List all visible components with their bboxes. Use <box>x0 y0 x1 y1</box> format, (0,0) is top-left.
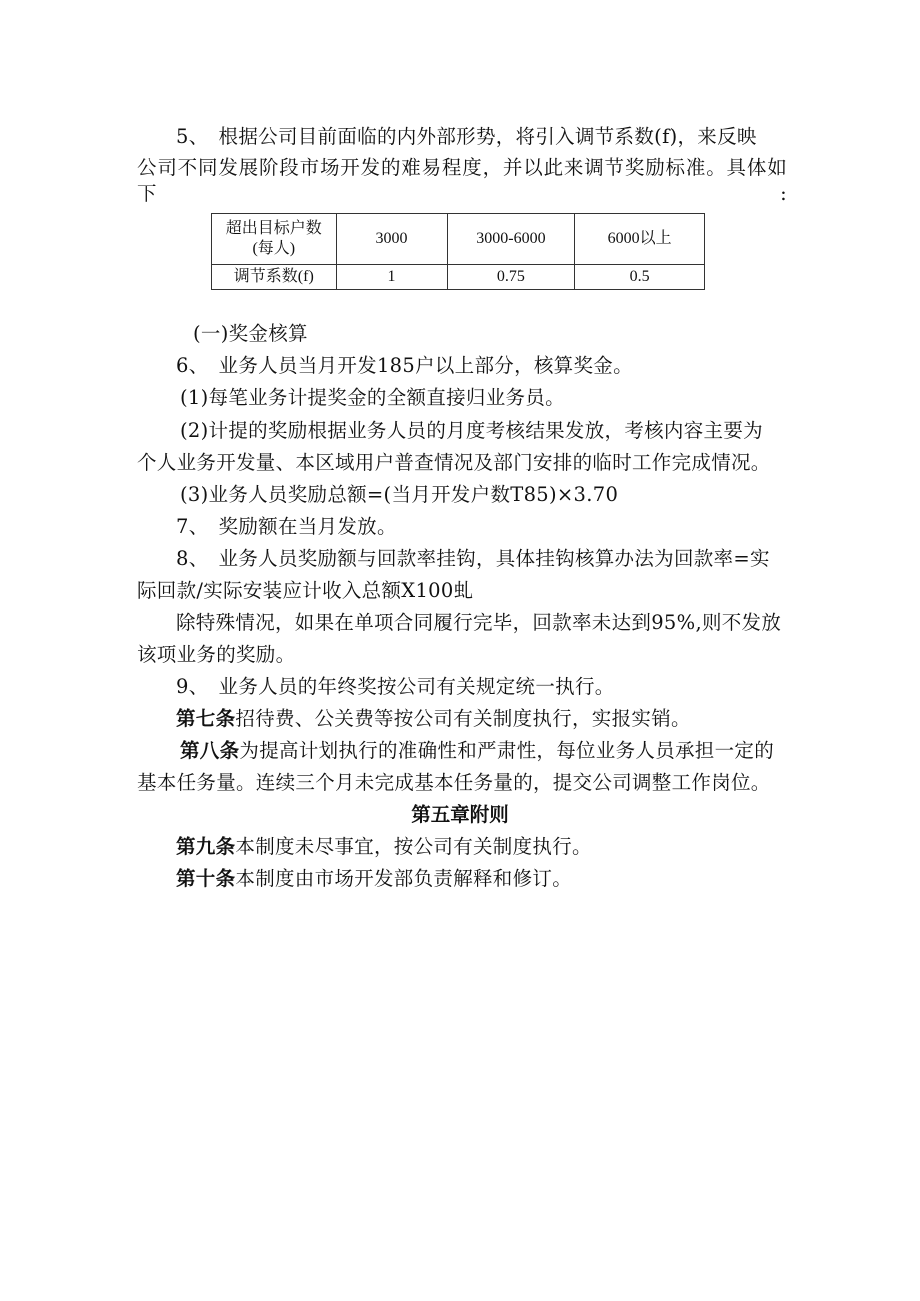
table-header-line-1: 超出目标户数 <box>225 220 322 237</box>
section-heading-bonus-accounting: (一)奖金核算 <box>193 322 308 345</box>
article-7 <box>176 706 691 732</box>
paragraph-8-line-2: 际回款/实际安装应计收入总额X100虬 <box>137 579 474 602</box>
table-cell: 0.75 <box>447 265 575 290</box>
chapter-5-heading: 第五章附则 <box>411 803 509 826</box>
paragraph-9: 9、 业务人员的年终奖按公司有关规定统一执行。 <box>176 675 615 698</box>
table-header-line-2: (每人) <box>252 240 296 257</box>
paragraph-5-line-1: 5、 根据公司目前面临的内外部形势，将引入调节系数(f)，来反映 <box>176 125 757 148</box>
table-row <box>212 214 705 265</box>
table-row <box>212 265 705 290</box>
paragraph-6-item-1: (1)每笔业务计提奖金的全额直接归业务员。 <box>180 386 565 409</box>
adjustment-coefficient-table <box>211 213 705 290</box>
table-cell: 3000 <box>336 214 447 265</box>
paragraph-6-item-2-line-2: 个人业务开发量、本区域用户普查情况及部门安排的临时工作完成情况。 <box>137 451 771 474</box>
table-cell: 1 <box>336 265 447 290</box>
paragraph-6-item-3: (3)业务人员奖励总额=(当月开发户数T85)×3.70 <box>180 483 619 506</box>
table-header-cell <box>212 214 337 265</box>
table-cell: 0.5 <box>575 265 705 290</box>
article-9-label: 第九条 <box>176 835 236 858</box>
article-10 <box>176 866 572 892</box>
article-10-text: 本制度由市场开发部负责解释和修订。 <box>235 867 573 890</box>
paragraph-6-item-2-line-1: (2)计提的奖励根据业务人员的月度考核结果发放，考核内容主要为 <box>180 419 763 442</box>
article-7-label: 第七条 <box>176 707 236 730</box>
article-8-text-1: 为提高计划执行的准确性和严肃性，每位业务人员承担一定的 <box>239 739 775 762</box>
table-cell: 3000-6000 <box>447 214 575 265</box>
paragraph-8-line-3: 除特殊情况，如果在单项合同履行完毕，回款率未达到95%,则不发放 <box>176 611 782 634</box>
article-10-label: 第十条 <box>176 867 236 890</box>
article-7-text: 招待费、公关费等按公司有关制度执行，实报实销。 <box>235 707 691 730</box>
article-9-text: 本制度未尽事宜，按公司有关制度执行。 <box>235 835 592 858</box>
paragraph-6: 6、 业务人员当月开发185户以上部分，核算奖金。 <box>176 354 633 377</box>
table-cell: 6000以上 <box>575 214 705 265</box>
article-8-line-1 <box>180 738 774 764</box>
paragraph-8-line-4: 该项业务的奖励。 <box>137 643 296 666</box>
paragraph-8-line-1: 8、 业务人员奖励额与回款率挂钩，具体挂钩核算办法为回款率=实 <box>176 547 770 570</box>
paragraph-5-line-2: 公司不同发展阶段市场开发的难易程度，并以此来调节奖励标准。具体如下: <box>137 156 787 205</box>
article-8-label: 第八条 <box>180 739 240 762</box>
table-header-cell: 调节系数(f) <box>212 265 337 290</box>
article-8-line-2: 基本任务量。连续三个月未完成基本任务量的，提交公司调整工作岗位。 <box>137 771 771 794</box>
article-9 <box>176 834 592 860</box>
paragraph-7: 7、 奖励额在当月发放。 <box>176 515 397 538</box>
